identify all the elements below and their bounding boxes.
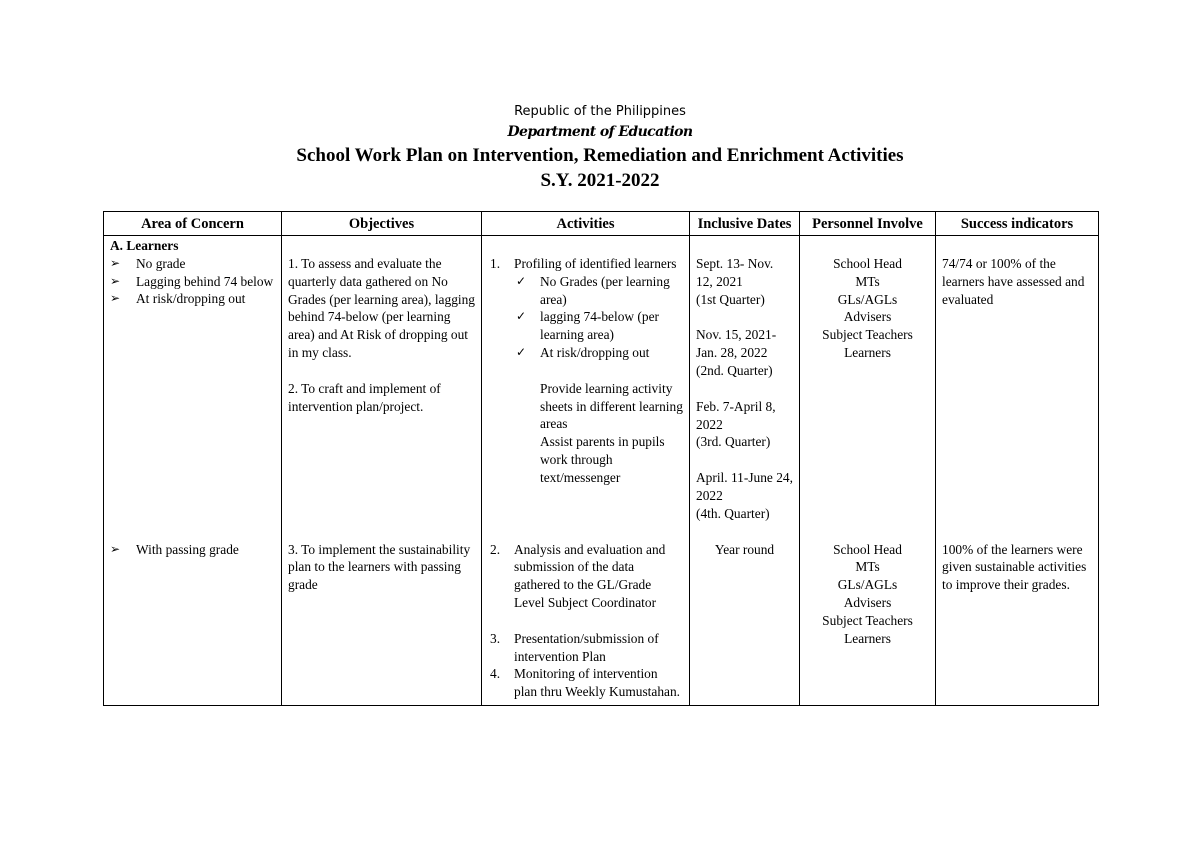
activity-extra: Assist parents in pupils work through text/messenger [540,434,665,485]
col-success-indicators: Success indicators [936,212,1099,236]
col-personnel: Personnel Involve [800,212,936,236]
success-indicator: 74/74 or 100% of the learners have assessed and evaluated [942,256,1085,307]
col-area-of-concern: Area of Concern [104,212,282,236]
list-item: ➢ With passing grade [110,541,239,557]
school-year: S.Y. 2021-2022 [540,170,660,191]
objective-3: 3. To implement the sustainability plan to the learners with passing grade [288,541,471,593]
activity-item: 2. Analysis and evaluation and submission of the data gathered to the GL/Grade Level Subject Coordinator [490,541,666,610]
list-item: ➢ At risk/dropping out [110,291,246,307]
activities-cell [482,236,690,523]
republic-text: Republic of the Philippines [514,104,686,119]
activity-item: 4. Monitoring of intervention plan thru Weekly Kumustahan. [490,666,681,700]
success-indicator: 100% of the learners were given sustainable activities to improve their grades. [942,541,1087,593]
document-title: School Work Plan on Intervention, Remediation and Enrichment Activities [296,145,904,166]
check-icon: ✓ [516,309,527,324]
quarter-label: (3rd. Quarter) [696,434,771,450]
list-item: ✓ No Grades (per learning area) [516,273,670,307]
date-range: Feb. 7-April 8, 2022 [696,398,776,432]
activity-extra: Provide learning activity sheets in different learning areas [540,380,683,432]
arrow-bullet-icon: ➢ [110,273,121,288]
col-objectives: Objectives [282,212,482,236]
success-cell [936,523,1099,706]
quarter-label: (2nd. Quarter) [696,362,773,378]
arrow-bullet-icon: ➢ [110,541,121,556]
dates-cell [690,523,800,706]
list-item: ✓ lagging 74-below (per learning area) [516,309,659,343]
activity-item: 1. Profiling of identified learners [490,256,677,271]
objectives-cell [282,236,482,523]
check-icon: ✓ [516,344,527,359]
personnel-cell: School Head MTs GLs/AGLs Advisers Subject Teachers Learners [800,236,936,523]
activities-cell [482,523,690,706]
date-range: Sept. 13- Nov. 12, 2021 [696,256,774,289]
quarter-label: (1st Quarter) [696,291,765,307]
work-plan-table [103,211,1099,706]
list-item: ➢ No grade [110,255,186,271]
quarter-label: (4th. Quarter) [696,505,770,521]
arrow-bullet-icon: ➢ [110,291,121,306]
check-icon: ✓ [516,273,527,288]
date-range: Nov. 15, 2021-Jan. 28, 2022 [696,327,777,361]
col-activities: Activities [482,212,690,236]
arrow-bullet-icon: ➢ [110,255,121,270]
table-row [104,523,1099,706]
activity-item: 3. Presentation/submission of intervention Plan [490,630,659,664]
date-range: April. 11-June 24, 2022 [696,470,793,503]
success-cell [936,236,1099,523]
list-item: ➢ Lagging behind 74 below [110,273,274,289]
department-text: Department of Education [507,124,693,140]
objective-2: 2. To craft and implement of intervention plan/project. [288,380,441,414]
dates-cell [690,236,800,523]
personnel-cell: School Head MTs GLs/AGLs Advisers Subject Teachers Learners [800,523,936,706]
header-row [104,212,1099,236]
objectives-cell [282,523,482,706]
date-range: Year round [714,541,775,557]
list-item: ✓ At risk/dropping out [516,344,650,360]
table-row [104,236,1099,523]
section-label: A. Learners [110,238,179,253]
area-of-concern-cell [104,523,282,706]
area-of-concern-cell [104,236,282,523]
objective-1: 1. To assess and evaluate the quarterly data gathered on No Grades (per learning area), lagging behind 74-below (per learning area) and At Risk of dropping out in my class. [288,256,476,360]
col-inclusive-dates: Inclusive Dates [690,212,800,236]
